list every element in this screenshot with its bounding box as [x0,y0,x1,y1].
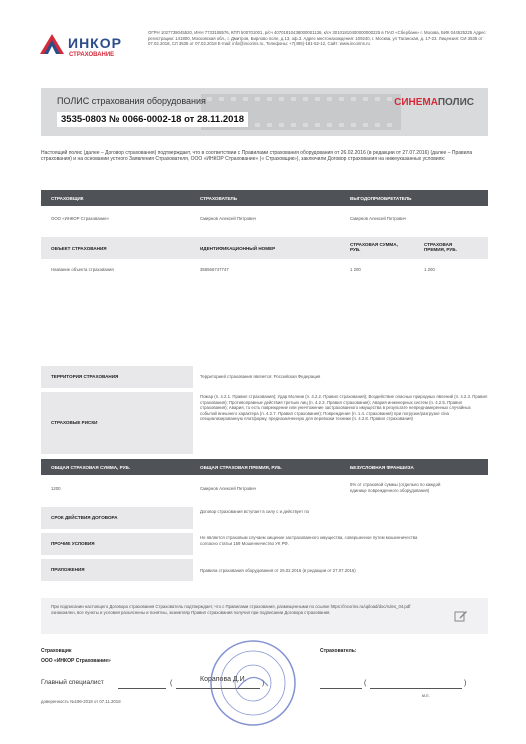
header-deductible: БЕЗУСЛОВНАЯ ФРАНШИЗА [350,465,414,470]
insured-bracket-close: ) [464,680,467,687]
header-total-premium: ОБЩАЯ СТРАХОВАЯ ПРЕМИЯ, РУБ. [200,465,282,470]
signature-line-1 [118,688,166,689]
deductible-value: 5% от страховой суммы (отдельно по каждой единице поврежденного оборудования) [350,482,441,493]
insured-line-1 [320,688,362,689]
header-object: ОБЪЕКТ СТРАХОВАНИЯ [51,246,107,251]
attachments-label [41,559,193,581]
brand-part2: ПОЛИС [437,97,474,108]
signer-bracket-close: ) [262,680,265,687]
object-id: 356566747747 [200,267,229,272]
parties-header [41,190,488,206]
policy-number: 3535-0803 № 0066-0002-18 от 28.11.2018 [57,112,248,127]
company-logo [38,29,138,65]
term-label-text: СРОК ДЕЙСТВИЯ ДОГОВОРА [51,515,118,520]
other-label [41,533,193,555]
total-sum-value: 1200 [51,486,61,491]
attachments-value: Правила страхования оборудования от 26.02.2016 (в редакции от 27.07.2016) [200,568,356,573]
logo-mark-icon [38,32,66,60]
insurer-sign-name: ООО «ИНКОР Страхование» [41,658,111,664]
object-name: Название объекта страхования [51,267,114,272]
insurer-sign-label: Страховщик [41,648,72,654]
beneficiary-value: Смирнов Алексей Петрович [350,216,406,221]
header-id: ИДЕНТИФИКАЦИОННЫЙ НОМЕР [200,246,276,251]
policy-banner [41,88,488,136]
attachments-label-text: ПРИЛОЖЕНИЯ [51,567,85,572]
signer-name: Корапова Д.И. [200,676,247,683]
other-label-text: ПРОЧИЕ УСЛОВИЯ [51,541,95,546]
risks-label [41,392,193,454]
insured-value: Смирнов Алексей Петрович [200,216,256,221]
notice-text: При подписании настоящего Договора страхования Страхователь подтверждает, что с Правилами страхования, размещенными по ссылке https://incorins.ru/upload/doc/rules_04.pdf ознакомлен, все пункты и условия разъяснены и понятны, экземпляр Правил страхования получил при подписании Договора страхования. [51,604,411,615]
risks-label-text: СТРАХОВЫЕ РИСКИ [51,420,98,425]
logo-subtitle: СТРАХОВАНИЕ [69,52,115,58]
term-label [41,507,193,529]
position-title: Главный специалист [41,679,104,686]
other-value: Не является страховым случаем хищение застрахованного имущества, совершенное путем мошенничества согласно статьи 159 Мошенничество УК РФ. [200,535,418,546]
notice-box [41,598,488,634]
signer-bracket-open: ( [170,680,173,687]
company-stamp-icon [208,638,298,728]
header-beneficiary: ВЫГОДОПРИОБРЕТАТЕЛЬ [350,196,412,201]
seal-place: м.п. [422,693,430,698]
brand-part1: СИНЕМА [394,97,438,108]
logo-name: ИНКОР [68,35,122,51]
total-premium-value: Смирнов Алексей Петрович [200,486,256,491]
company-requisites: ОГРН 1027739045520, ИНН 7733108576, КПП 500701001, р/сч 40701810438000001136, к/сч 30101810400000000225 в ПАО «Сбербанк» г. Москва, БИК 044525225 Адрес регистрации: 141800, Московская обл., г. Дмитров, Бирлово поле, д.13, оф.3. Адрес местонахождения: 109240, г. Москва, ул Таганская, д. 17-23. Лицензия: СИ 3535 от 07.02.2018, СЛ 3535 от 07.02.2018 E-mail: info@incorins.ru, Телефоны: +7(495)-181-52-12, Сайт: www.incorins.ru [148,30,486,47]
header-insured: СТРАХОВАТЕЛЬ [200,196,238,201]
territory-value: Территорией страхования является: Российская Федерация [200,374,321,379]
policy-title: ПОЛИС страхования оборудования [57,96,206,106]
insured-sign-label: Страхователь: [320,648,357,654]
header-sum: СТРАХОВАЯ СУММА, РУБ. [350,242,398,252]
territory-label-text: ТЕРРИТОРИЯ СТРАХОВАНИЯ [51,374,119,379]
term-value: Договор страхования вступает в силу с и действует по [200,509,310,514]
header-insurer: СТРАХОВЩИК [51,196,84,201]
object-sum: 1 200 [350,267,361,272]
header-premium: СТРАХОВАЯ ПРЕМИЯ, РУБ. [424,242,457,252]
territory-label [41,366,193,388]
insured-bracket-open: ( [364,680,367,687]
edit-icon [454,609,468,623]
sums-header [41,459,488,475]
cinema-brand [394,97,474,108]
insured-line-2 [370,688,462,689]
insurer-value: ООО «ИНКОР Страхование» [51,216,110,221]
intro-text: Настоящий полис (далее – Договор страхования) подтверждает, что в соответствии с Правилами страхования оборудования от 26.02.2016 (в редакции от 27.07.2016) (далее – Правила страхования) и на основании устного Заявления Страхователя, ООО «ИНКОР Страхование» (« Страховщик»), заключили Договор страхования на нижеуказанных условиях: [41,150,473,163]
object-premium: 1 200 [424,267,435,272]
risks-value: Пожар (п. 4.2.1. Правил страхования); Удар Молнии (п. 4.2.2. Правил страхования); Воздействие опасных природных явлений (п. 4.2.3. Правил страхования); Противоправные действия третьих лиц (п. 4.2.3. Правил страхования); Авария инженерных систем (п. 4.2.5. Правил страхования); Авария, то есть повреждение или уничтожение застрахованного имущества в результате непреднамеренных случайных событий внешнего характера (п. 4.2.7. Правил страхования); Повреждение (п. 1.4. страхования) при погрузке/разгрузке с/на специализированную платформу, предназначенную для перевозки техники (п. 4.2.8. Правил страхования) [200,394,488,422]
header-total-sum: ОБЩАЯ СТРАХОВАЯ СУММА, РУБ. [51,465,131,470]
attorney-text: доверенность №196-2018 от 07.11.2018 [41,699,121,704]
object-header [41,237,488,259]
